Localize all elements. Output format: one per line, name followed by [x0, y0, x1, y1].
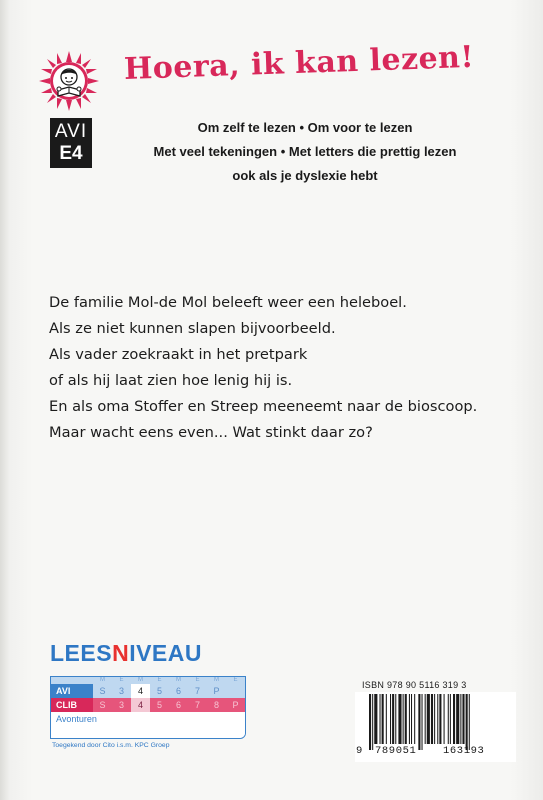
avi-level-cell: P — [207, 684, 226, 698]
barcode-bar — [439, 694, 441, 744]
level-table-header — [51, 677, 245, 684]
barcode-digits-right: 163193 — [443, 745, 485, 757]
barcode-bar — [434, 694, 435, 744]
barcode-digits-left: 789051 — [375, 745, 417, 757]
blurb-line: En als oma Stoffer en Streep meeneemt naar de bioscoop. — [49, 398, 478, 415]
blurb-line: Maar wacht eens even... Wat stinkt daar zo? — [49, 424, 373, 441]
barcode-bar — [392, 694, 394, 744]
barcode-bar — [460, 694, 461, 744]
barcode-bar — [398, 694, 401, 744]
clib-level-cell: 6 — [169, 698, 188, 712]
leesniveau-logo — [50, 640, 202, 667]
level-mark: E — [195, 677, 200, 683]
level-mark: M — [100, 677, 105, 683]
leesniveau-credit: Toegekend door Cito i.s.m. KPC Groep — [52, 742, 170, 749]
clib-level-cell: 8 — [207, 698, 226, 712]
level-mark: M — [176, 677, 181, 683]
back-cover-blurb — [49, 290, 519, 446]
barcode-bar — [414, 694, 415, 744]
leesniveau-logo-prefix: LEES — [50, 640, 113, 666]
level-mark: M — [138, 677, 143, 683]
blurb-line: De familie Mol-de Mol beleeft weer een heleboel. — [49, 294, 407, 311]
clib-level-cell: 7 — [188, 698, 207, 712]
avi-level-cell: 7 — [188, 684, 207, 698]
clib-level-row — [51, 698, 245, 712]
avi-level-cell-active: 4 — [131, 684, 150, 698]
tagline: ook als je dyslexie hebt — [232, 168, 378, 183]
barcode-bar — [427, 694, 430, 744]
barcode-bar — [456, 694, 459, 744]
avi-row-label: AVI — [51, 684, 93, 698]
blurb-line: Als vader zoekraakt in het pretpark — [49, 346, 308, 363]
avi-badge-level: E4 — [59, 143, 83, 164]
clib-level-cell: 3 — [112, 698, 131, 712]
avi-level-row — [51, 684, 245, 698]
avi-level-cell: 3 — [112, 684, 131, 698]
barcode-bar — [450, 694, 451, 744]
tagline: Met veel tekeningen • Met letters die prettig lezen — [153, 144, 457, 159]
barcode-bar — [418, 694, 420, 750]
avi-level-cell: 6 — [169, 684, 188, 698]
barcode-bar — [369, 694, 371, 750]
barcode-bar — [453, 694, 455, 744]
barcode-bar — [462, 694, 464, 744]
barcode-bar — [437, 694, 438, 744]
clib-level-cell: 5 — [150, 698, 169, 712]
category-row — [51, 712, 245, 726]
spine-edge — [0, 0, 10, 800]
avi-level-cell: S — [93, 684, 112, 698]
level-mark: M — [214, 677, 219, 683]
barcode-bar — [411, 694, 412, 744]
level-mark: E — [157, 677, 162, 683]
barcode-bar — [386, 694, 387, 744]
isbn-label: ISBN 978 90 5116 319 3 — [362, 680, 467, 690]
barcode-bar — [395, 694, 396, 744]
clib-level-cell: P — [226, 698, 245, 712]
barcode-bar — [466, 694, 468, 750]
genre-label: Avonturen — [56, 714, 97, 724]
barcode-bar — [469, 694, 470, 750]
level-mark: E — [119, 677, 124, 683]
avi-level-badge — [50, 118, 92, 168]
leesniveau-logo-suffix: IVEAU — [129, 640, 202, 666]
clib-row-label: CLIB — [51, 698, 93, 712]
barcode-bar — [390, 694, 391, 744]
barcode-bar — [372, 694, 373, 750]
barcode-bar — [422, 694, 423, 750]
clib-level-cell-active: 4 — [131, 698, 150, 712]
barcode-bar — [382, 694, 384, 744]
avi-level-cell: 5 — [150, 684, 169, 698]
barcode-bar — [374, 694, 377, 744]
leesniveau-logo-n: N — [112, 640, 130, 666]
barcode-bar — [431, 694, 433, 744]
series-title: Hoera, ik kan lezen! — [123, 39, 475, 87]
barcode-bar — [409, 694, 410, 744]
blurb-line: Als ze niet kunnen slapen bijvoorbeeld. — [49, 320, 336, 337]
barcode-bar — [380, 694, 381, 744]
barcode-bar — [444, 694, 445, 744]
avi-badge-label: AVI — [54, 121, 88, 142]
barcode-digit-first: 9 — [356, 745, 363, 757]
level-mark: E — [233, 677, 238, 683]
clib-level-cell: S — [93, 698, 112, 712]
reading-child-emblem-icon — [38, 50, 100, 112]
reading-level-table — [50, 676, 246, 739]
tagline: Om zelf te lezen • Om voor te lezen — [197, 120, 413, 135]
taglines — [130, 116, 480, 188]
barcode-bar — [448, 694, 449, 744]
barcode-bar — [425, 694, 426, 744]
blurb-line: of als hij laat zien hoe lenig hij is. — [49, 372, 293, 389]
barcode-bar — [405, 694, 407, 744]
barcode-bar — [403, 694, 404, 744]
